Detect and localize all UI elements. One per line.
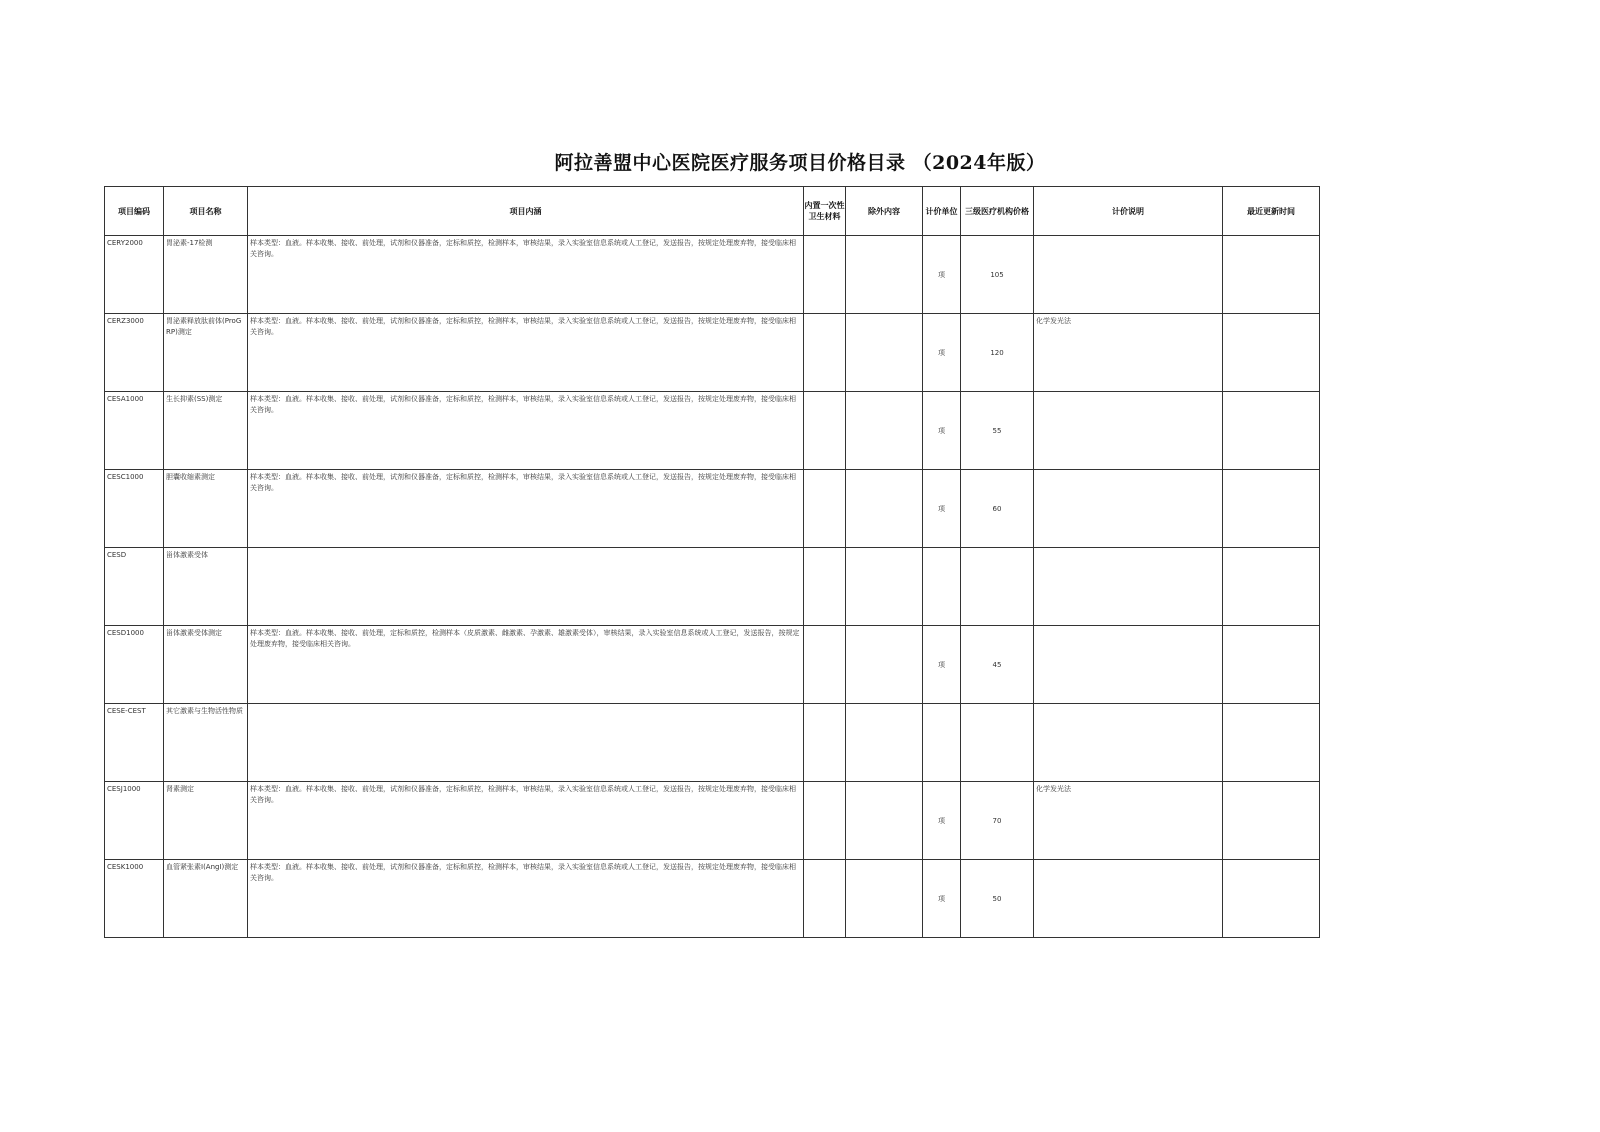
- cell-content-text: 样本类型：血液。样本收集、接收、前处理，试剂和仪器准备，定标和质控，检测样本，审核结果，录入实验室信息系统或人工登记，发送报告，按规定处理废弃物，接受临床相关咨询。: [250, 863, 796, 882]
- cell-exclusions: [846, 392, 923, 470]
- cell-exclusions-text: [846, 236, 922, 238]
- cell-materials-text: [804, 704, 845, 706]
- cell-materials-text: [804, 392, 845, 394]
- cell-content: [248, 626, 804, 704]
- cell-notes: [1034, 860, 1223, 938]
- cell-updated-text: [1223, 548, 1319, 550]
- cell-unit: [923, 782, 961, 860]
- cell-exclusions-text: [846, 392, 922, 394]
- cell-materials-text: [804, 548, 845, 550]
- cell-updated: [1223, 626, 1320, 704]
- cell-price-text: 105: [990, 271, 1004, 279]
- header-code: 项目编码: [105, 187, 164, 236]
- cell-unit: [923, 860, 961, 938]
- cell-price-text: [961, 586, 1033, 588]
- cell-name: [164, 470, 248, 548]
- header-name: 项目名称: [164, 187, 248, 236]
- cell-unit: [923, 626, 961, 704]
- cell-exclusions: [846, 470, 923, 548]
- table-row: [105, 704, 1320, 782]
- cell-notes-text: [1034, 470, 1222, 472]
- cell-materials-text: [804, 626, 845, 628]
- cell-materials: [804, 470, 846, 548]
- cell-unit-text: 项: [938, 271, 945, 279]
- cell-unit-text: [923, 742, 960, 744]
- cell-price-text: 70: [992, 817, 1002, 825]
- cell-code: [105, 314, 164, 392]
- cell-unit: [923, 236, 961, 314]
- cell-exclusions: [846, 236, 923, 314]
- cell-exclusions: [846, 314, 923, 392]
- cell-content: [248, 470, 804, 548]
- cell-price: [961, 704, 1034, 782]
- cell-content-text: 样本类型：血液。样本收集、接收、前处理，试剂和仪器准备，定标和质控，检测样本，审核结果，录入实验室信息系统或人工登记，发送报告，按规定处理废弃物，接受临床相关咨询。: [250, 473, 796, 492]
- header-exclusions: 除外内容: [846, 187, 923, 236]
- cell-code: [105, 236, 164, 314]
- cell-updated-text: [1223, 470, 1319, 472]
- cell-code: [105, 548, 164, 626]
- cell-materials: [804, 782, 846, 860]
- table-row: [105, 782, 1320, 860]
- cell-notes: [1034, 704, 1223, 782]
- cell-code: [105, 470, 164, 548]
- cell-unit-text: 项: [938, 349, 945, 357]
- cell-code: [105, 392, 164, 470]
- cell-updated-text: [1223, 236, 1319, 238]
- cell-materials-text: [804, 236, 845, 238]
- cell-price: [961, 782, 1034, 860]
- cell-exclusions: [846, 548, 923, 626]
- cell-updated-text: [1223, 704, 1319, 706]
- cell-notes: [1034, 392, 1223, 470]
- cell-materials-text: [804, 314, 845, 316]
- table-header-row: [105, 187, 1320, 236]
- table-row: [105, 392, 1320, 470]
- table-row: [105, 626, 1320, 704]
- cell-materials-text: [804, 470, 845, 472]
- cell-price-text: 45: [992, 661, 1002, 669]
- cell-updated: [1223, 860, 1320, 938]
- cell-exclusions: [846, 860, 923, 938]
- cell-exclusions-text: [846, 860, 922, 862]
- cell-content-text: 样本类型：血液。样本收集、接收、前处理，试剂和仪器准备，定标和质控，检测样本，审核结果，录入实验室信息系统或人工登记，发送报告，按规定处理废弃物，接受临床相关咨询。: [250, 239, 796, 258]
- cell-updated-text: [1223, 860, 1319, 862]
- table-body: [105, 236, 1320, 938]
- cell-notes: [1034, 236, 1223, 314]
- table-row: [105, 470, 1320, 548]
- cell-code: [105, 626, 164, 704]
- cell-exclusions: [846, 704, 923, 782]
- header-notes: 计价说明: [1034, 187, 1223, 236]
- cell-name: [164, 704, 248, 782]
- cell-exclusions-text: [846, 314, 922, 316]
- cell-unit-text: 项: [938, 817, 945, 825]
- cell-materials-text: [804, 860, 845, 862]
- cell-content-text: 样本类型：血液。样本收集、接收、前处理，试剂和仪器准备，定标和质控，检测样本，审核结果，录入实验室信息系统或人工登记，发送报告，按规定处理废弃物，接受临床相关咨询。: [250, 317, 796, 336]
- cell-price: [961, 314, 1034, 392]
- cell-price-text: 60: [992, 505, 1002, 513]
- header-unit: 计价单位: [923, 187, 961, 236]
- cell-name-text: 血管紧张素Ⅰ(AngⅠ)测定: [166, 863, 239, 871]
- cell-unit: [923, 314, 961, 392]
- table-row: [105, 860, 1320, 938]
- cell-name: [164, 548, 248, 626]
- cell-name: [164, 782, 248, 860]
- cell-unit-text: 项: [938, 895, 945, 903]
- header-updated: 最近更新时间: [1223, 187, 1320, 236]
- cell-content-text: [248, 548, 803, 550]
- cell-exclusions: [846, 626, 923, 704]
- cell-materials: [804, 548, 846, 626]
- cell-unit-text: 项: [938, 427, 945, 435]
- cell-notes: [1034, 314, 1223, 392]
- cell-notes-text: 化学发光法: [1036, 317, 1071, 325]
- cell-price: [961, 626, 1034, 704]
- cell-code-text: CESC1000: [107, 473, 144, 481]
- cell-notes: [1034, 470, 1223, 548]
- header-materials: 内置一次性卫生材料: [804, 187, 846, 236]
- cell-price-text: 55: [992, 427, 1002, 435]
- cell-notes: [1034, 626, 1223, 704]
- cell-unit-text: 项: [938, 661, 945, 669]
- table-row: [105, 236, 1320, 314]
- cell-name-text: 甾体激素受体: [166, 551, 208, 559]
- cell-code-text: CESD1000: [107, 629, 144, 637]
- cell-exclusions-text: [846, 782, 922, 784]
- cell-notes-text: [1034, 860, 1222, 862]
- cell-content: [248, 314, 804, 392]
- cell-name: [164, 314, 248, 392]
- cell-name-text: 胃泌素-17检测: [166, 239, 213, 247]
- cell-exclusions-text: [846, 548, 922, 550]
- cell-price: [961, 392, 1034, 470]
- cell-code-text: CESE-CEST: [107, 707, 146, 715]
- cell-unit: [923, 392, 961, 470]
- cell-exclusions-text: [846, 626, 922, 628]
- cell-name-text: 生长抑素(SS)测定: [166, 395, 223, 403]
- cell-updated: [1223, 782, 1320, 860]
- cell-code: [105, 704, 164, 782]
- cell-content: [248, 548, 804, 626]
- cell-code-text: CESD: [107, 551, 127, 559]
- cell-materials: [804, 860, 846, 938]
- cell-code-text: CESJ1000: [107, 785, 141, 793]
- cell-updated: [1223, 704, 1320, 782]
- cell-materials: [804, 626, 846, 704]
- cell-exclusions: [846, 782, 923, 860]
- table-row: [105, 314, 1320, 392]
- cell-materials: [804, 236, 846, 314]
- cell-materials: [804, 392, 846, 470]
- cell-notes-text: [1034, 626, 1222, 628]
- header-price: 三级医疗机构价格: [961, 187, 1034, 236]
- cell-updated: [1223, 314, 1320, 392]
- cell-name-text: 肾素测定: [166, 785, 194, 793]
- cell-updated: [1223, 392, 1320, 470]
- cell-name: [164, 392, 248, 470]
- cell-updated: [1223, 548, 1320, 626]
- cell-notes-text: [1034, 392, 1222, 394]
- cell-unit: [923, 704, 961, 782]
- cell-price-text: [961, 742, 1033, 744]
- cell-materials-text: [804, 782, 845, 784]
- cell-content-text: 样本类型：血液。样本收集、接收、前处理，试剂和仪器准备，定标和质控，检测样本，审核结果，录入实验室信息系统或人工登记，发送报告，按规定处理废弃物，接受临床相关咨询。: [250, 785, 796, 804]
- cell-unit: [923, 548, 961, 626]
- cell-notes-text: 化学发光法: [1036, 785, 1071, 793]
- cell-content: [248, 782, 804, 860]
- cell-name-text: 胆囊收缩素测定: [166, 473, 215, 481]
- cell-exclusions-text: [846, 470, 922, 472]
- cell-price: [961, 860, 1034, 938]
- price-table: [104, 186, 1320, 938]
- cell-code: [105, 860, 164, 938]
- cell-updated-text: [1223, 782, 1319, 784]
- cell-content-text: 样本类型：血液。样本收集、接收、前处理，试剂和仪器准备，定标和质控，检测样本，审核结果，录入实验室信息系统或人工登记，发送报告，按规定处理废弃物，接受临床相关咨询。: [250, 395, 796, 414]
- cell-name: [164, 236, 248, 314]
- cell-notes: [1034, 782, 1223, 860]
- cell-unit: [923, 470, 961, 548]
- cell-unit-text: [923, 586, 960, 588]
- cell-notes-text: [1034, 236, 1222, 238]
- cell-name: [164, 860, 248, 938]
- cell-updated: [1223, 236, 1320, 314]
- cell-price: [961, 236, 1034, 314]
- cell-exclusions-text: [846, 704, 922, 706]
- cell-notes-text: [1034, 704, 1222, 706]
- cell-code-text: CERZ3000: [107, 317, 144, 325]
- cell-content: [248, 236, 804, 314]
- cell-updated-text: [1223, 314, 1319, 316]
- cell-content: [248, 860, 804, 938]
- cell-price-text: 50: [992, 895, 1002, 903]
- cell-price: [961, 548, 1034, 626]
- cell-updated-text: [1223, 392, 1319, 394]
- cell-materials: [804, 314, 846, 392]
- cell-name-text: 胃泌素释放肽前体(ProGRP)测定: [166, 317, 242, 336]
- page-title: 阿拉善盟中心医院医疗服务项目价格目录 （2024年版）: [554, 152, 1046, 174]
- cell-notes-text: [1034, 548, 1222, 550]
- cell-unit-text: 项: [938, 505, 945, 513]
- cell-materials: [804, 704, 846, 782]
- cell-name-text: 其它激素与生物活性物质: [166, 707, 243, 715]
- cell-code: [105, 782, 164, 860]
- cell-code-text: CERY2000: [107, 239, 143, 247]
- cell-updated: [1223, 470, 1320, 548]
- cell-code-text: CESK1000: [107, 863, 144, 871]
- cell-name-text: 甾体激素受体测定: [166, 629, 222, 637]
- header-content: 项目内涵: [248, 187, 804, 236]
- table-row: [105, 548, 1320, 626]
- cell-code-text: CESA1000: [107, 395, 144, 403]
- cell-content: [248, 392, 804, 470]
- cell-price-text: 120: [990, 349, 1004, 357]
- cell-content: [248, 704, 804, 782]
- cell-content-text: [248, 704, 803, 706]
- cell-updated-text: [1223, 626, 1319, 628]
- cell-name: [164, 626, 248, 704]
- cell-price: [961, 470, 1034, 548]
- cell-notes: [1034, 548, 1223, 626]
- cell-content-text: 样本类型：血液。样本收集、接收、前处理，定标和质控，检测样本（皮质激素、雌激素、孕激素、雄激素受体），审核结果，录入实验室信息系统或人工登记，发送报告，按规定处理废弃物，接受临床相关咨询。: [250, 629, 800, 648]
